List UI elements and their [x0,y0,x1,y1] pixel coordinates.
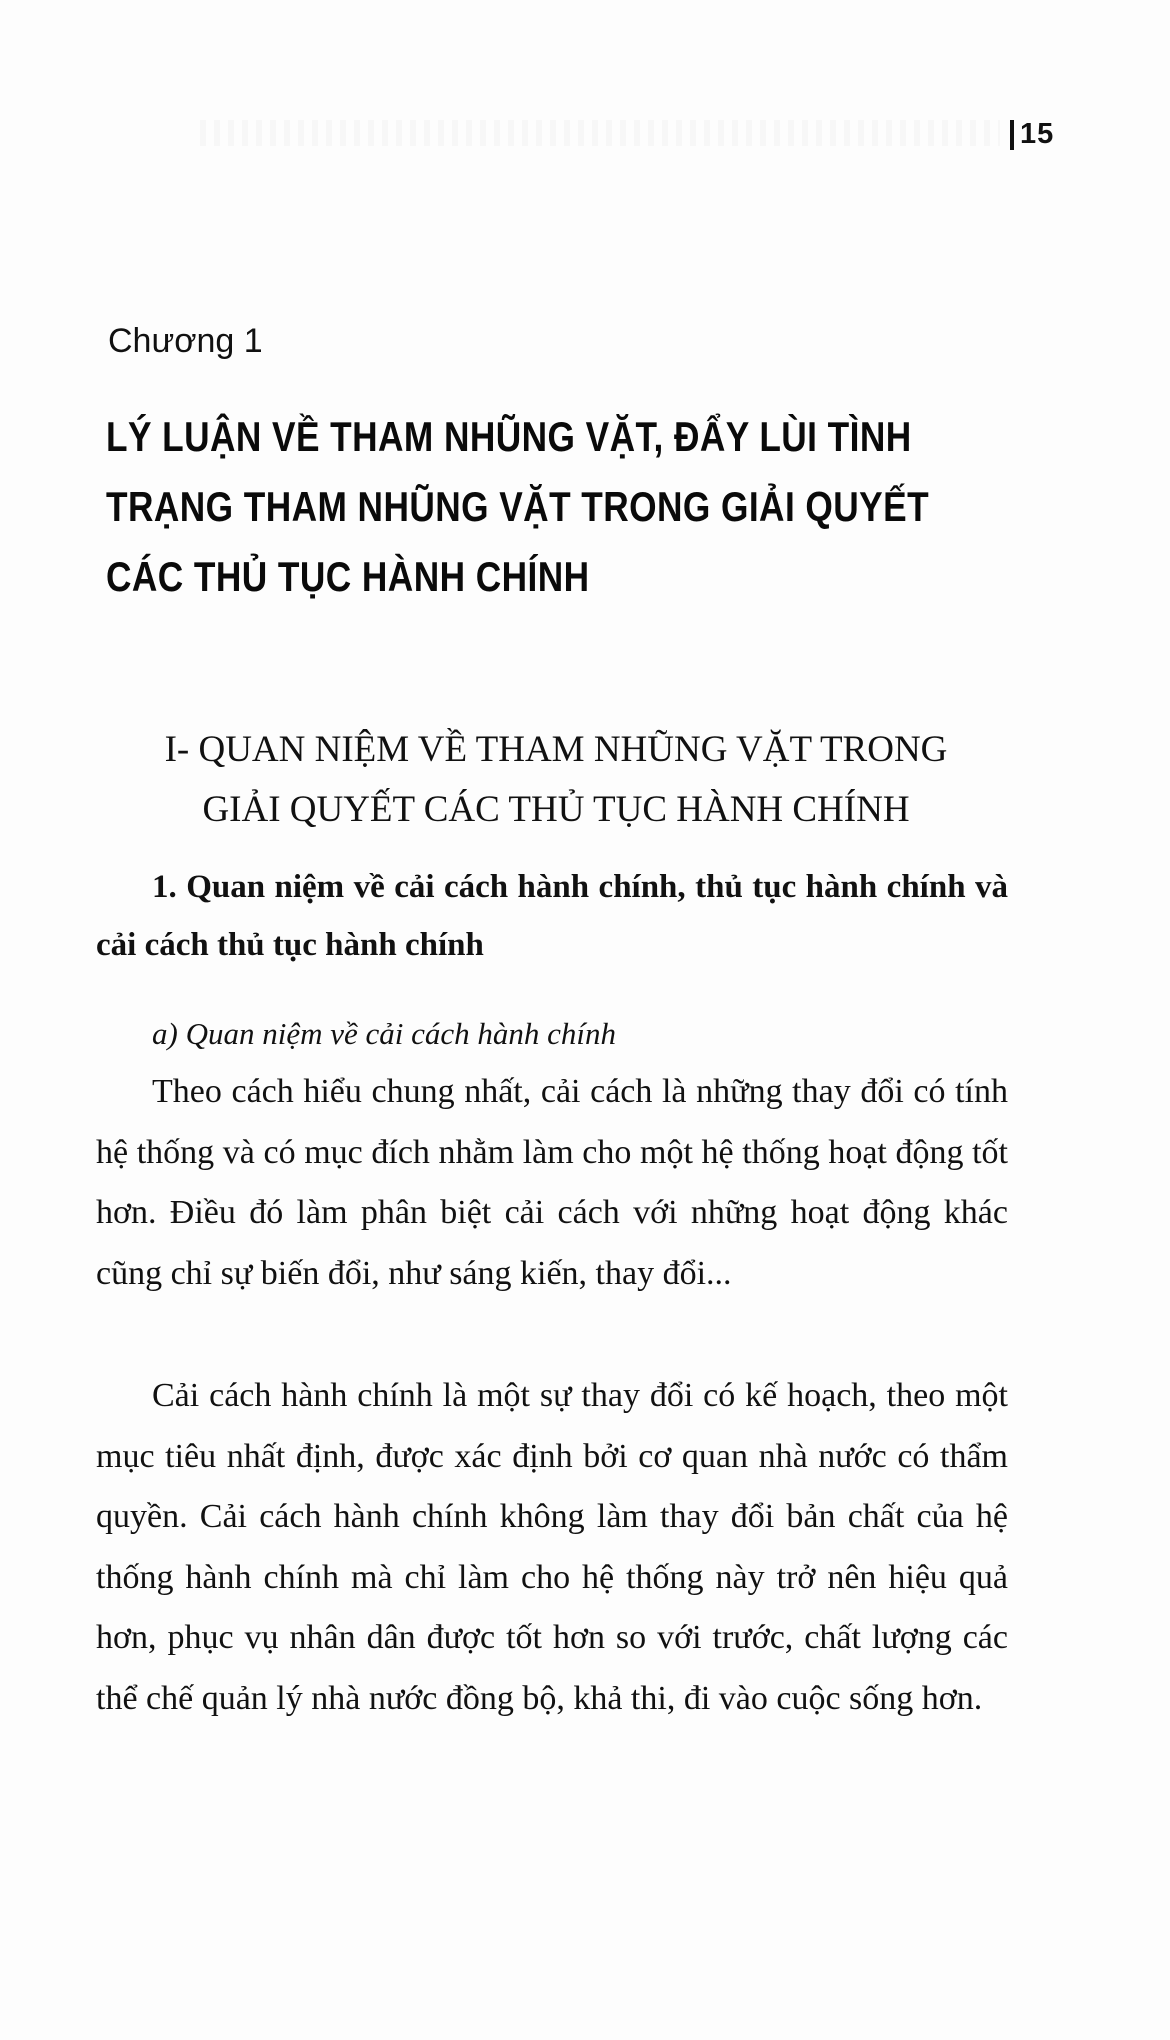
body-paragraph: Cải cách hành chính là một sự thay đổi có kế hoạch, theo một mục tiêu nhất định, được xác định bởi cơ quan nhà nước có thẩm quyền. Cải cách hành chính không làm thay đổi bản chất của hệ thống hành chính mà chỉ làm cho hệ thống này trở nên hiệu quả hơn, phục vụ nhân dân được tốt hơn so với trước, chất lượng các thể chế quản lý nhà nước đồng bộ, khả thi, đi vào cuộc sống hơn. [96,1377,1008,1717]
page-number-divider [1010,120,1014,150]
section-heading [96,720,1016,840]
section-heading-line: I- QUAN NIỆM VỀ THAM NHŨNG VẶT TRONG [164,729,948,770]
chapter-title-line: TRẠNG THAM NHŨNG VẶT TRONG GIẢI QUYẾT [106,483,930,530]
chapter-title-line: LÝ LUẬN VỀ THAM NHŨNG VẶT, ĐẨY LÙI TÌNH [106,413,912,460]
page-number-value: 15 [1020,118,1055,150]
body-paragraph: Theo cách hiểu chung nhất, cải cách là những thay đổi có tính hệ thống và có mục đích nhằm làm cho một hệ thống hoạt động tốt hơn. Điều đó làm phân biệt cải cách với những hoạt động khác cũng chỉ sự biến đổi, như sáng kiến, thay đổi... [96,1073,1008,1292]
bleed-through-running-header [200,120,1000,146]
page-number [1010,118,1054,151]
chapter-title-line: CÁC THỦ TỤC HÀNH CHÍNH [106,553,590,600]
subsubsection-heading: a) Quan niệm về cải cách hành chính [152,1016,617,1051]
section-heading-line: GIẢI QUYẾT CÁC THỦ TỤC HÀNH CHÍNH [202,789,910,830]
subsection-heading: 1. Quan niệm về cải cách hành chính, thủ tục hành chính và cải cách thủ tục hành chính [96,869,1008,963]
chapter-title [106,402,1005,612]
chapter-label: Chương 1 [108,322,263,360]
